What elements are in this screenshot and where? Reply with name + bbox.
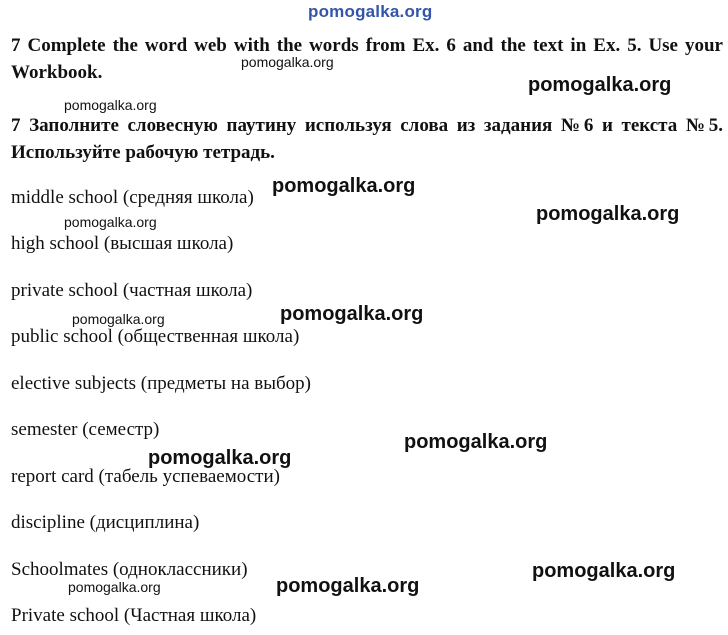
watermark: pomogalka.org xyxy=(528,74,672,96)
watermark: pomogalka.org xyxy=(68,579,161,595)
list-item: high school (высшая школа) xyxy=(11,233,234,254)
list-item: elective subjects (предметы на выбор) xyxy=(11,373,311,394)
task-instruction-english: 7 Complete the word web with the words from Ex. 6 and the text in Ex. 5. Use your Workbook. xyxy=(11,35,723,83)
watermark: pomogalka.org xyxy=(72,311,165,327)
list-item: Schoolmates (одноклассники) xyxy=(11,559,248,580)
watermark: pomogalka.org xyxy=(276,575,420,597)
list-item: public school (общественная школа) xyxy=(11,326,300,347)
watermark: pomogalka.org xyxy=(280,303,424,325)
watermark: pomogalka.org xyxy=(148,447,292,469)
watermark: pomogalka.org xyxy=(64,97,157,113)
watermark: pomogalka.org xyxy=(404,431,548,453)
list-item: middle school (средняя школа) xyxy=(11,187,254,208)
list-item: private school (частная школа) xyxy=(11,280,253,301)
list-item: Private school (Частная школа) xyxy=(11,605,257,626)
list-item: report card (табель успеваемости) xyxy=(11,466,280,487)
list-item: semester (семестр) xyxy=(11,419,160,440)
task-instruction-russian: 7 Заполните словесную паутину используя слова из задания №6 и текста №5. Используйте рабочую тетрадь. xyxy=(11,115,723,163)
site-logo: pomogalka.org xyxy=(308,2,433,21)
watermark: pomogalka.org xyxy=(241,54,334,70)
watermark: pomogalka.org xyxy=(536,203,680,225)
watermark: pomogalka.org xyxy=(272,175,416,197)
list-item: discipline (дисциплина) xyxy=(11,512,200,533)
watermark: pomogalka.org xyxy=(64,214,157,230)
watermark: pomogalka.org xyxy=(532,560,676,582)
